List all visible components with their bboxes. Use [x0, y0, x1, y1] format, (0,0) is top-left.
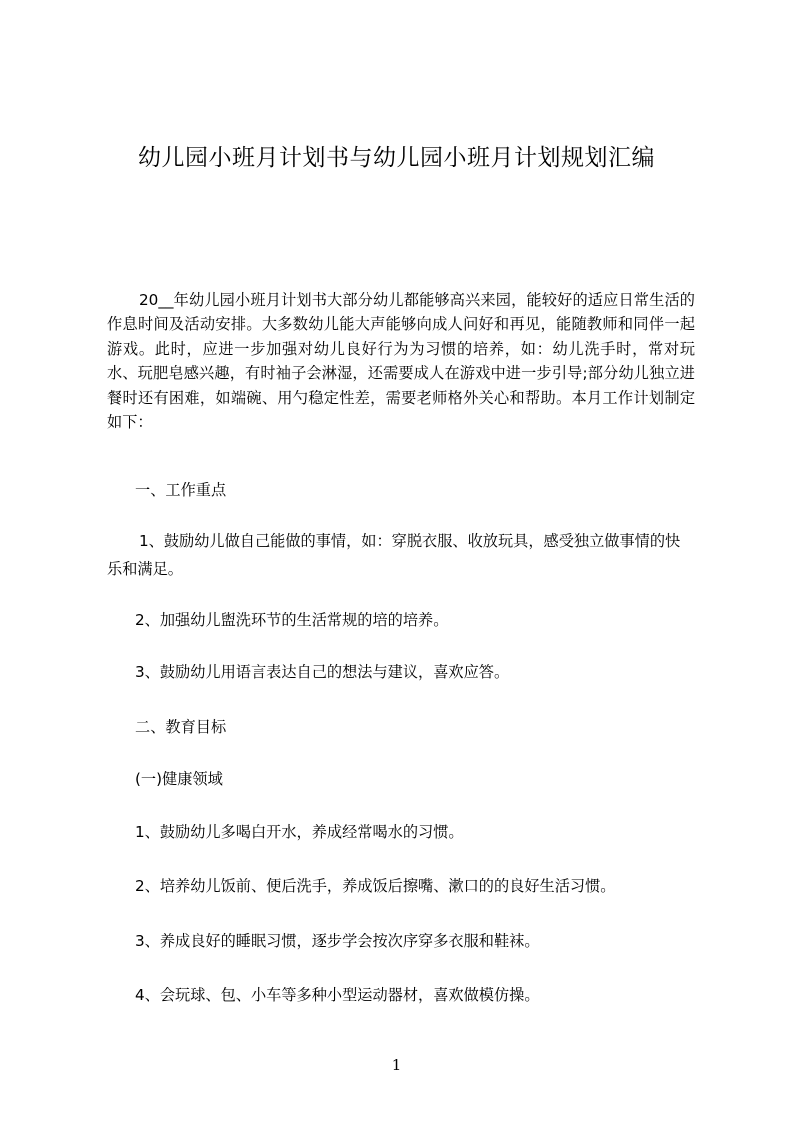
health-item-2: 2、培养幼儿饭前、便后洗手，养成饭后擦嘴、漱口的的良好生活习惯。 — [135, 877, 616, 895]
health-item-1: 1、鼓励幼儿多喝白开水，养成经常喝水的习惯。 — [135, 823, 464, 841]
work-focus-item-1: 1、鼓励幼儿做自己能做的事情，如：穿脱衣服、收放玩具，感受独立做事情的快乐和满足。 — [107, 532, 681, 578]
work-focus-item-2: 2、加强幼儿盥洗环节的生活常规的培的培养。 — [135, 611, 449, 629]
subsection-heading-health: (一)健康领域 — [135, 770, 223, 788]
work-focus-item-3: 3、鼓励幼儿用语言表达自己的想法与建议，喜欢应答。 — [135, 663, 510, 681]
section-heading-work-focus: 一、工作重点 — [135, 481, 227, 499]
page-number: 1 — [391, 1056, 402, 1074]
intro-paragraph: 20__年幼儿园小班月计划书大部分幼儿都能够高兴来园，能较好的适应日常生活的作息时间及活动安排。大多数幼儿能大声能够向成人问好和再见，能随教师和同伴一起游戏。此时，应进一步加强对幼儿良好行为为习惯的培养，如：幼儿洗手时，常对玩水、玩肥皂感兴趣，有时袖子会淋湿，还需要成人在游戏中进一步引导;部分幼儿独立进餐时还有困难，如端碗、用勺稳定性差，需要老师格外关心和帮助。本月工作计划制定如下： — [107, 291, 695, 432]
section-heading-education-goals: 二、教育目标 — [135, 718, 227, 736]
health-item-3: 3、养成良好的睡眠习惯，逐步学会按次序穿多衣服和鞋袜。 — [135, 932, 540, 950]
document-title: 幼儿园小班月计划书与幼儿园小班月计划规划汇编 — [138, 145, 655, 171]
health-item-4: 4、会玩球、包、小车等多种小型运动器材，喜欢做模仿操。 — [135, 986, 540, 1004]
